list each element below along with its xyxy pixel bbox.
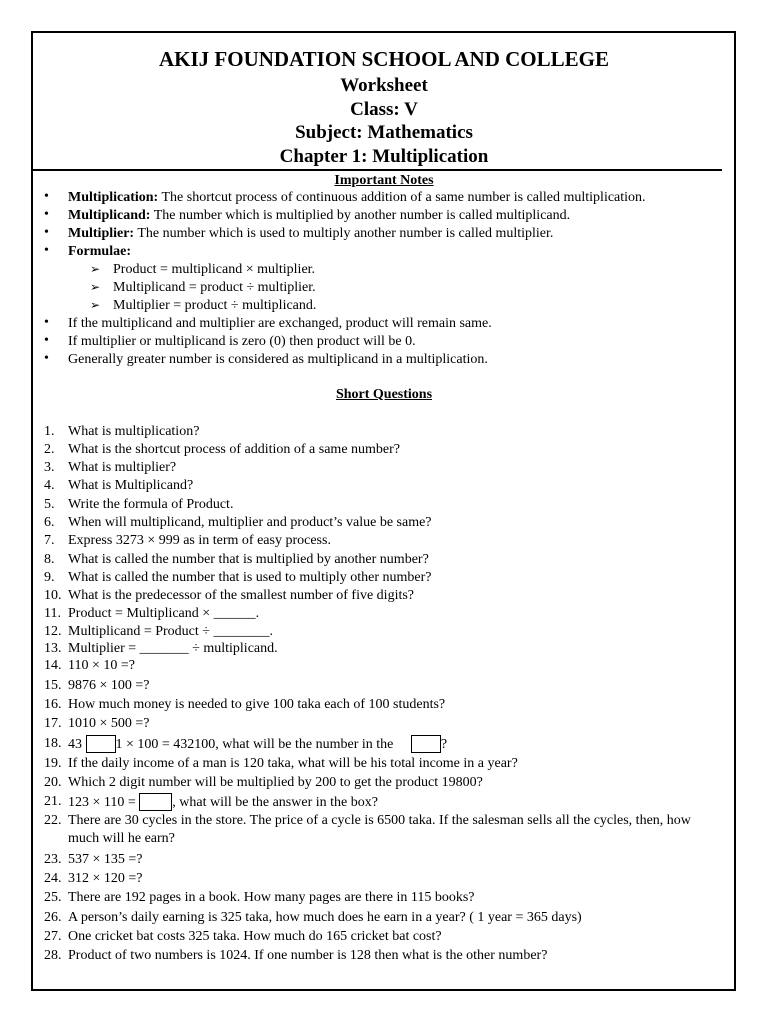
question-text: 110 × 10 =? xyxy=(68,658,135,673)
question-number: 10. xyxy=(44,588,62,603)
question-text: Product = Multiplicand × ______. xyxy=(68,606,260,621)
doc-type: Worksheet xyxy=(340,75,428,96)
question-number: 12. xyxy=(44,624,62,639)
question-text: One cricket bat costs 325 taka. How much do 165 cricket bat cost? xyxy=(68,929,442,944)
question-text: 312 × 120 =? xyxy=(68,871,143,886)
note-formulae: Formulae: xyxy=(68,244,131,259)
answer-box[interactable] xyxy=(86,735,116,753)
note-multiplication: Multiplication: The shortcut process of continuous addition of a same number is called multiplication. xyxy=(68,190,646,205)
question-number: 24. xyxy=(44,871,62,886)
question-number: 14. xyxy=(44,658,62,673)
question-number: 6. xyxy=(44,515,55,530)
note-fact: Generally greater number is considered as multiplicand in a multiplication. xyxy=(68,352,488,367)
question-number: 17. xyxy=(44,716,62,731)
question-text: 537 × 135 =? xyxy=(68,852,143,867)
question-text: There are 192 pages in a book. How many pages are there in 115 books? xyxy=(68,890,475,905)
question-number: 3. xyxy=(44,460,55,475)
bullet-icon: • xyxy=(44,225,49,240)
formula-multiplicand: Multiplicand = product ÷ multiplier. xyxy=(113,280,316,295)
bullet-icon: • xyxy=(44,333,49,348)
formula-product: Product = multiplicand × multiplier. xyxy=(113,262,316,277)
bullet-icon: • xyxy=(44,243,49,258)
question-number: 18. xyxy=(44,736,62,751)
question-text: What is multiplier? xyxy=(68,460,177,475)
question-number: 4. xyxy=(44,478,55,493)
question-number: 2. xyxy=(44,442,55,457)
question-text: What is called the number that is multiplied by another number? xyxy=(68,552,429,567)
question-number: 19. xyxy=(44,756,62,771)
bullet-icon: • xyxy=(44,351,49,366)
question-text: 123 × 110 = , what will be the answer in the box? xyxy=(68,795,378,810)
question-text: Which 2 digit number will be multiplied by 200 to get the product 19800? xyxy=(68,775,483,790)
subject-label: Subject: Mathematics xyxy=(295,122,473,143)
question-number: 1. xyxy=(44,424,55,439)
question-number: 28. xyxy=(44,948,62,963)
note-fact: If the multiplicand and multiplier are exchanged, product will remain same. xyxy=(68,316,492,331)
question-number: 13. xyxy=(44,641,62,656)
note-multiplicand: Multiplicand: The number which is multiplied by another number is called multiplicand. xyxy=(68,208,571,223)
answer-box[interactable] xyxy=(139,793,172,811)
arrow-bullet-icon: ➢ xyxy=(90,262,101,276)
question-text: 9876 × 100 =? xyxy=(68,678,150,693)
header-rule xyxy=(32,169,722,171)
question-text: What is multiplication? xyxy=(68,424,200,439)
question-number: 5. xyxy=(44,497,55,512)
arrow-bullet-icon: ➢ xyxy=(90,280,101,294)
question-number: 21. xyxy=(44,794,62,809)
answer-box[interactable] xyxy=(411,735,441,753)
question-number: 8. xyxy=(44,552,55,567)
chapter-label: Chapter 1: Multiplication xyxy=(279,146,489,167)
question-number: 7. xyxy=(44,533,55,548)
question-text: Express 3273 × 999 as in term of easy process. xyxy=(68,533,331,548)
question-number: 16. xyxy=(44,697,62,712)
question-text: When will multiplicand, multiplier and product’s value be same? xyxy=(68,515,432,530)
question-text: Write the formula of Product. xyxy=(68,497,234,512)
school-name: AKIJ FOUNDATION SCHOOL AND COLLEGE xyxy=(158,47,609,71)
question-number: 9. xyxy=(44,570,55,585)
note-fact: If multiplier or multiplicand is zero (0) then product will be 0. xyxy=(68,334,416,349)
bullet-icon: • xyxy=(44,207,49,222)
note-multiplier: Multiplier: The number which is used to multiply another number is called multiplier. xyxy=(68,226,554,241)
arrow-bullet-icon: ➢ xyxy=(90,298,101,312)
question-number: 23. xyxy=(44,852,62,867)
question-text: What is the shortcut process of addition of a same number? xyxy=(68,442,401,457)
question-number: 26. xyxy=(44,910,62,925)
class-label: Class: V xyxy=(350,99,418,120)
formula-multiplier: Multiplier = product ÷ multiplicand. xyxy=(113,298,317,313)
question-number: 11. xyxy=(44,606,61,621)
question-number: 15. xyxy=(44,678,62,693)
bullet-icon: • xyxy=(44,189,49,204)
question-text: 1010 × 500 =? xyxy=(68,716,150,731)
question-number: 25. xyxy=(44,890,62,905)
question-text: 43 1 × 100 = 432100, what will be the number in the ? xyxy=(68,737,448,752)
question-text: There are 30 cycles in the store. The price of a cycle is 6500 taka. If the salesman sells all the cycles, then, how much will he earn? xyxy=(68,813,691,846)
bullet-icon: • xyxy=(44,315,49,330)
question-text: What is Multiplicand? xyxy=(68,478,194,493)
notes-title: Important Notes xyxy=(334,173,434,188)
question-text: Multiplicand = Product ÷ ________. xyxy=(68,624,273,639)
question-text: What is the predecessor of the smallest number of five digits? xyxy=(68,588,415,603)
question-number: 27. xyxy=(44,929,62,944)
short-questions-title: Short Questions xyxy=(335,387,433,402)
question-text: How much money is needed to give 100 taka each of 100 students? xyxy=(68,697,446,712)
question-text: A person’s daily earning is 325 taka, how much does he earn in a year? ( 1 year = 365 days) xyxy=(68,910,582,925)
question-text: Product of two numbers is 1024. If one number is 128 then what is the other number? xyxy=(68,948,548,963)
question-number: 20. xyxy=(44,775,62,790)
question-text: If the daily income of a man is 120 taka, what will be his total income in a year? xyxy=(68,756,518,771)
question-text: What is called the number that is used to multiply other number? xyxy=(68,570,432,585)
question-number: 22. xyxy=(44,813,62,828)
question-text: Multiplier = _______ ÷ multiplicand. xyxy=(68,641,278,656)
